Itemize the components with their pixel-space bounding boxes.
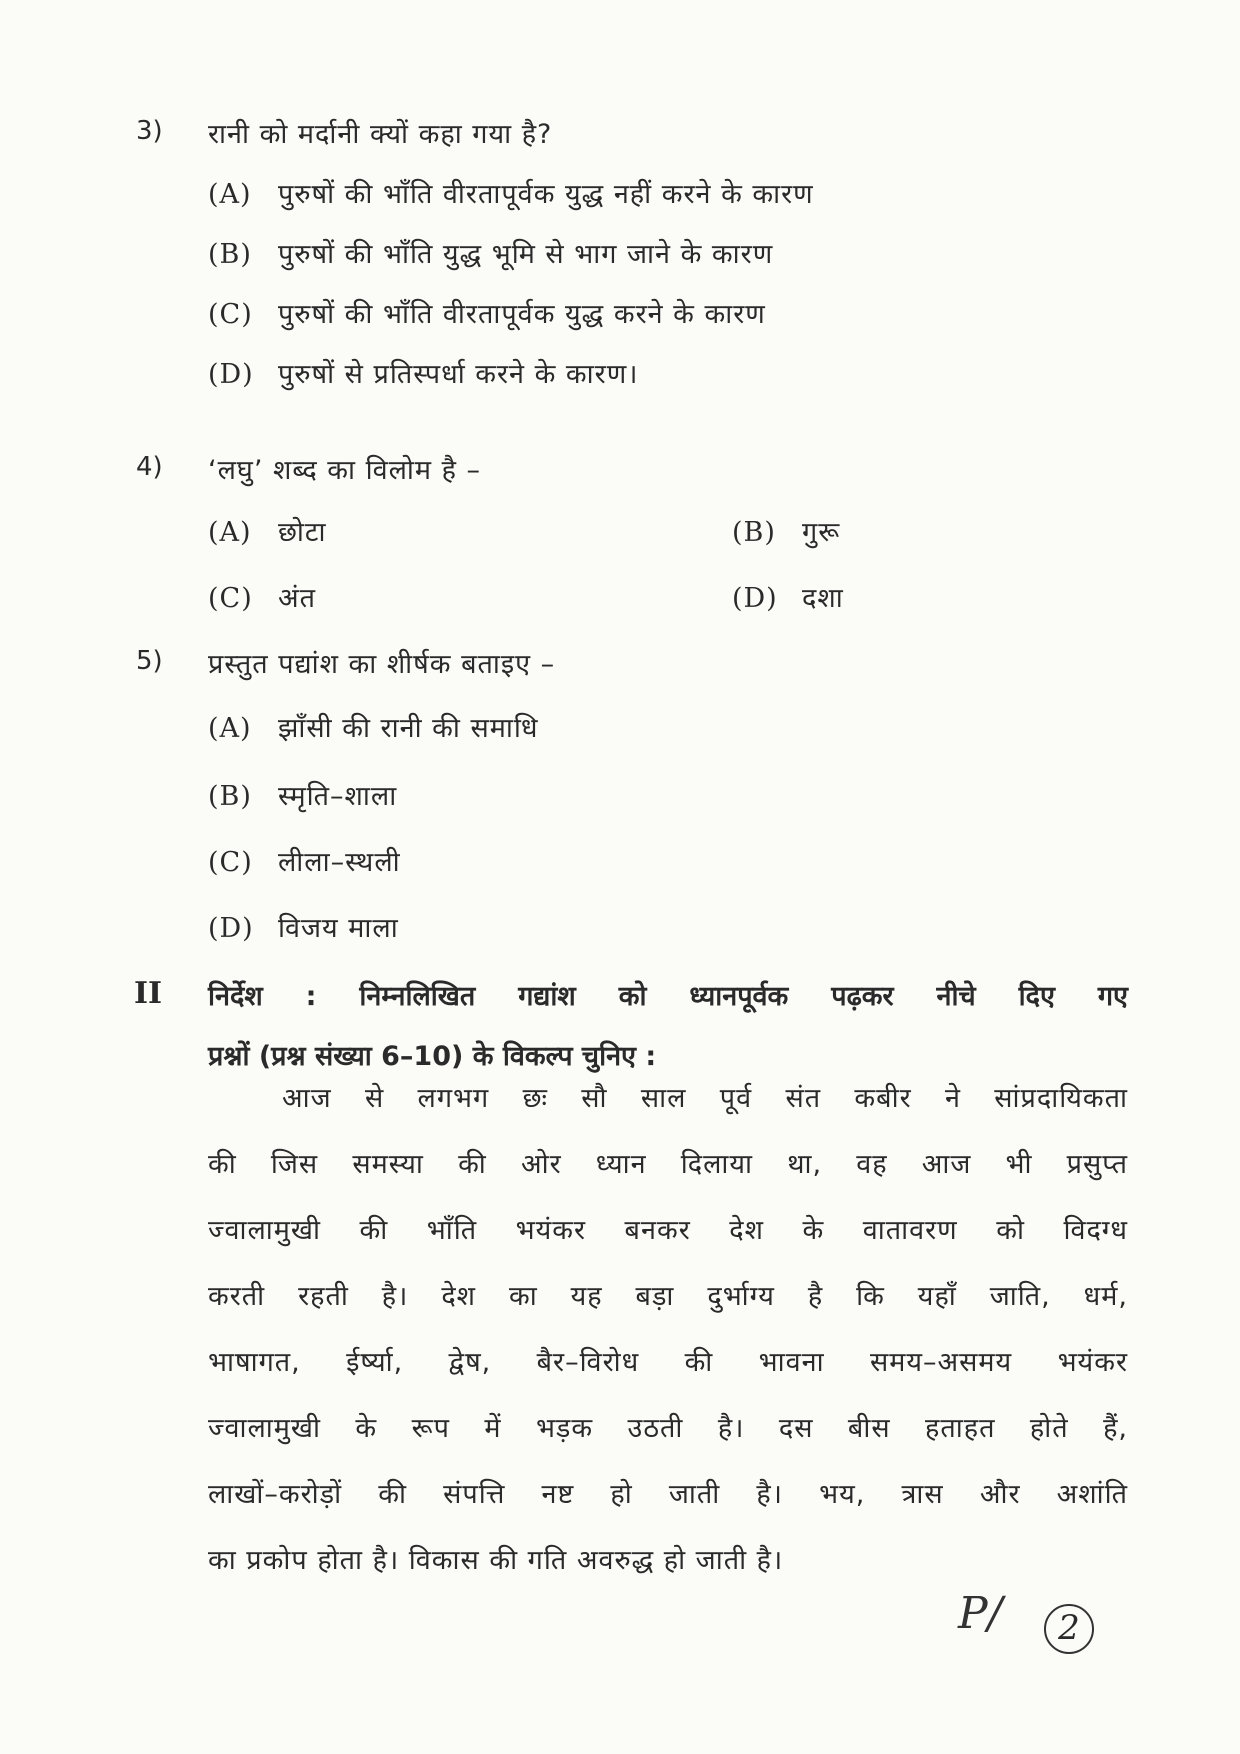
question-4-option-c <box>208 578 316 615</box>
option-text: दशा <box>802 583 844 614</box>
question-5-option-b <box>208 776 397 813</box>
option-text: लीला–स्थली <box>278 847 401 878</box>
question-3-option-d <box>208 354 638 391</box>
question-3-option-c <box>208 294 766 331</box>
passage-line: ज्वालामुखी की भाँति भयंकर बनकर देश के वातावरण को विदग्ध <box>208 1215 1128 1246</box>
option-text: विजय माला <box>278 913 399 944</box>
question-5-option-c <box>208 842 401 879</box>
option-label: (A) <box>208 179 252 210</box>
question-4-option-b <box>732 512 840 549</box>
option-text: पुरुषों की भाँति वीरतापूर्वक युद्ध नहीं करने के कारण <box>278 179 814 210</box>
question-5-option-a <box>208 708 538 745</box>
option-label: (C) <box>208 847 253 878</box>
passage-line: आज से लगभग छः सौ साल पूर्व संत कबीर ने सांप्रदायिकता <box>282 1083 1128 1114</box>
option-label: (A) <box>208 517 252 548</box>
section-heading-line-2: प्रश्नों (प्रश्न संख्या 6–10) के विकल्प चुनिए : <box>208 1041 657 1072</box>
option-label: (D) <box>732 583 778 614</box>
question-3-text: रानी को मर्दानी क्यों कहा गया है? <box>208 119 553 150</box>
question-3-option-b <box>208 234 773 271</box>
option-label: (C) <box>208 583 253 614</box>
question-4-option-a <box>208 512 327 549</box>
option-text: पुरुषों की भाँति वीरतापूर्वक युद्ध करने के कारण <box>278 299 766 330</box>
question-3-number: 3) <box>136 116 163 146</box>
option-label: (D) <box>208 359 254 390</box>
passage-line: का प्रकोप होता है। विकास की गति अवरुद्ध हो जाती है। <box>208 1545 784 1576</box>
question-5-option-d <box>208 908 399 945</box>
option-text: स्मृति–शाला <box>278 781 398 812</box>
question-4-text: ‘लघु’ शब्द का विलोम है – <box>208 455 482 486</box>
option-text: गुरू <box>802 517 841 548</box>
question-5-text: प्रस्तुत पद्यांश का शीर्षक बताइए – <box>208 649 556 680</box>
option-label: (B) <box>208 781 252 812</box>
section-heading-line-1: निर्देश : निम्नलिखित गद्यांश को ध्यानपूर्वक पढ़कर नीचे दिए गए <box>208 981 1128 1012</box>
passage-line: लाखों–करोड़ों की संपत्ति नष्ट हो जाती है। भय, त्रास और अशांति <box>208 1479 1128 1510</box>
option-text: पुरुषों से प्रतिस्पर्धा करने के कारण। <box>278 359 639 390</box>
section-number: II <box>134 976 163 1011</box>
passage-line: करती रहती है। देश का यह बड़ा दुर्भाग्य है कि यहाँ जाति, धर्म, <box>208 1281 1128 1312</box>
passage-line: की जिस समस्या की ओर ध्यान दिलाया था, वह आज भी प्रसुप्त <box>208 1149 1128 1180</box>
option-text: अंत <box>278 583 317 614</box>
option-text: छोटा <box>278 517 327 548</box>
question-4-option-d <box>732 578 844 615</box>
option-label: (C) <box>208 299 253 330</box>
handwritten-page-mark: P/ <box>958 1588 1003 1639</box>
question-4-number: 4) <box>136 452 163 482</box>
option-label: (B) <box>208 239 252 270</box>
passage-line: ज्वालामुखी के रूप में भड़क उठती है। दस बीस हताहत होते हैं, <box>208 1413 1128 1444</box>
circled-page-number-text: 2 <box>1058 1608 1080 1648</box>
option-label: (D) <box>208 913 254 944</box>
option-label: (A) <box>208 713 252 744</box>
question-5-number: 5) <box>136 646 163 676</box>
option-text: झाँसी की रानी की समाधि <box>278 713 539 744</box>
circled-page-number <box>1044 1604 1094 1654</box>
option-text: पुरुषों की भाँति युद्ध भूमि से भाग जाने के कारण <box>278 239 774 270</box>
passage-line: भाषागत, ईर्ष्या, द्वेष, बैर–विरोध की भावना समय–असमय भयंकर <box>208 1347 1128 1378</box>
option-label: (B) <box>732 517 776 548</box>
question-3-option-a <box>208 174 814 211</box>
